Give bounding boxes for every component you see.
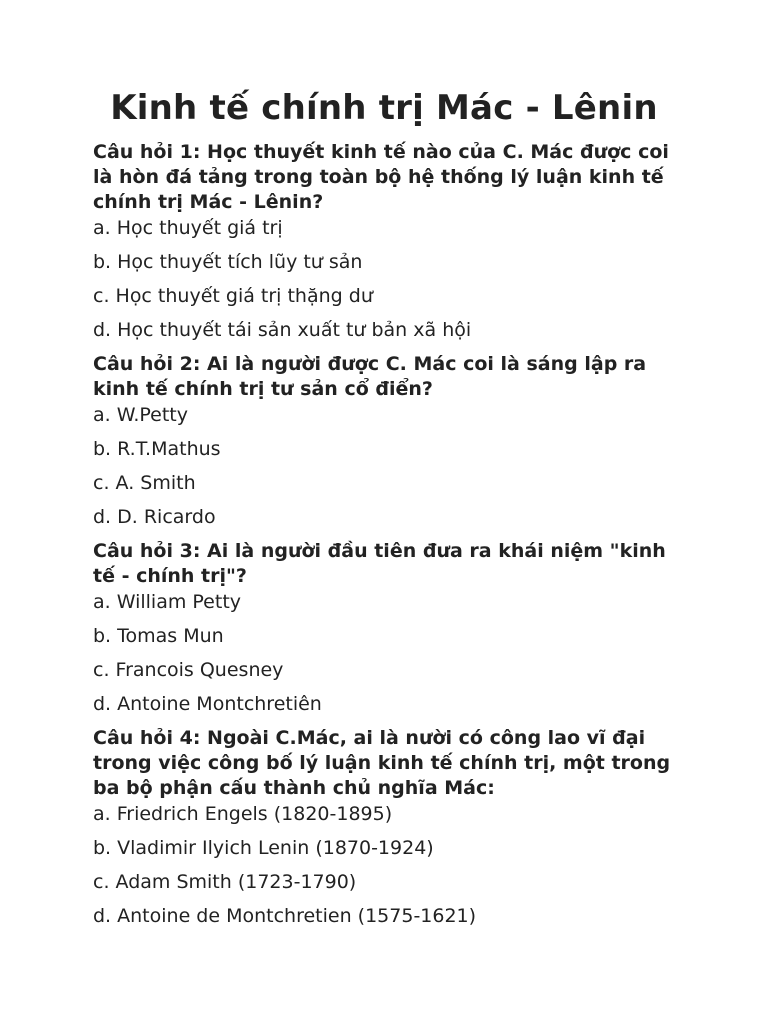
answer-list xyxy=(93,403,675,530)
question-text: Câu hỏi 1: Học thuyết kinh tế nào của C. Mác được coi là hòn đá tảng trong toàn bộ hệ thống lý luận kinh tế chính trị Mác - Lênin? xyxy=(93,141,669,213)
answer-option-a: a. William Petty xyxy=(93,591,242,613)
answer-option-d: d. Antoine de Montchretien (1575-1621) xyxy=(93,905,477,927)
answer-option-b: b. Học thuyết tích lũy tư sản xyxy=(93,251,363,273)
answer-option-a: a. Friedrich Engels (1820-1895) xyxy=(93,803,393,825)
answer-list xyxy=(93,590,675,717)
answer-option-c: c. Học thuyết giá trị thặng dư xyxy=(93,285,373,307)
question-list xyxy=(93,140,675,929)
question-1 xyxy=(93,140,675,343)
answer-option-b: b. R.T.Mathus xyxy=(93,438,221,460)
answer-option-a: a. W.Petty xyxy=(93,404,188,426)
question-2 xyxy=(93,352,675,530)
answer-option-d: d. Antoine Montchretiên xyxy=(93,693,322,715)
question-text: Câu hỏi 4: Ngoài C.Mác, ai là nười có công lao vĩ đại trong việc công bố lý luận kinh tế chính trị, một trong ba bộ phận cấu thành chủ nghĩa Mác: xyxy=(93,727,671,799)
document-title: Kinh tế chính trị Mác - Lênin xyxy=(110,88,658,128)
answer-list xyxy=(93,216,675,343)
answer-option-c: c. Adam Smith (1723-1790) xyxy=(93,871,357,893)
question-4 xyxy=(93,726,675,929)
answer-option-d: d. Học thuyết tái sản xuất tư bản xã hội xyxy=(93,319,472,341)
answer-option-c: c. A. Smith xyxy=(93,472,196,494)
question-3 xyxy=(93,539,675,717)
answer-option-d: d. D. Ricardo xyxy=(93,506,216,528)
answer-option-a: a. Học thuyết giá trị xyxy=(93,217,283,239)
question-text: Câu hỏi 2: Ai là người được C. Mác coi là sáng lập ra kinh tế chính trị tư sản cổ điển? xyxy=(93,353,647,400)
answer-list xyxy=(93,802,675,929)
answer-option-c: c. Francois Quesney xyxy=(93,659,284,681)
answer-option-b: b. Tomas Mun xyxy=(93,625,224,647)
question-text: Câu hỏi 3: Ai là người đầu tiên đưa ra khái niệm "kinh tế - chính trị"? xyxy=(93,540,666,587)
answer-option-b: b. Vladimir Ilyich Lenin (1870-1924) xyxy=(93,837,434,859)
